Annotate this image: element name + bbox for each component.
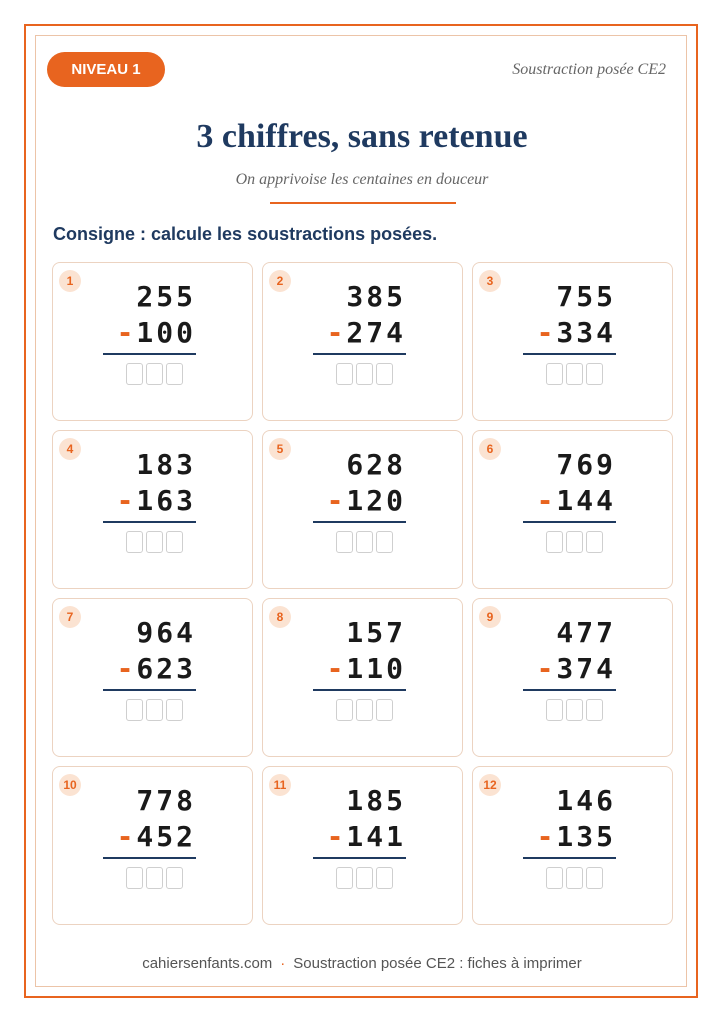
title-underline [270,202,456,204]
answer-digit-box[interactable] [146,363,163,385]
instruction: Consigne : calcule les soustractions posées. [53,224,438,244]
answer-digit-box[interactable] [566,699,583,721]
exercise-card [52,430,253,589]
exercise-card [52,262,253,421]
subtrahend: 100 [136,316,196,349]
subtrahend: 274 [346,316,406,349]
subtrahend: 120 [346,484,406,517]
result-line [313,521,406,523]
footer [0,955,724,972]
answer-digit-box[interactable] [336,699,353,721]
minuend: 477 [556,616,616,649]
minuend: 964 [136,616,196,649]
subtrahend-row [524,483,616,519]
answer-digit-box[interactable] [546,363,563,385]
minus-sign: - [536,652,557,685]
minus-sign: - [326,316,347,349]
minus-sign: - [116,820,137,853]
minus-sign: - [536,484,557,517]
subtrahend-row [104,315,196,351]
answer-digit-box[interactable] [376,531,393,553]
minus-sign: - [116,316,137,349]
result-line [103,521,196,523]
subtraction [524,279,616,351]
subtrahend: 141 [346,820,406,853]
answer-boxes [336,867,393,889]
answer-boxes [126,531,183,553]
result-line [313,857,406,859]
subtraction [524,783,616,855]
subtraction [314,447,406,519]
answer-digit-box[interactable] [126,867,143,889]
exercise-card [262,262,463,421]
result-line [103,857,196,859]
result-line [523,689,616,691]
minuend: 778 [136,784,196,817]
result-line [103,689,196,691]
minus-sign: - [536,316,557,349]
subtrahend: 452 [136,820,196,853]
subtraction [104,447,196,519]
subtrahend-row [314,483,406,519]
subtrahend: 374 [556,652,616,685]
minus-sign: - [326,484,347,517]
answer-digit-box[interactable] [146,531,163,553]
exercise-grid [52,262,673,926]
answer-digit-box[interactable] [376,699,393,721]
answer-digit-box[interactable] [166,531,183,553]
result-line [523,857,616,859]
minus-sign: - [116,652,137,685]
exercise-number: 7 [59,606,81,628]
result-line [103,353,196,355]
answer-digit-box[interactable] [356,531,373,553]
exercise-number: 4 [59,438,81,460]
exercise-number: 12 [479,774,501,796]
subtrahend: 623 [136,652,196,685]
answer-boxes [546,531,603,553]
answer-digit-box[interactable] [126,363,143,385]
minuend: 769 [556,448,616,481]
answer-digit-box[interactable] [546,699,563,721]
minuend: 185 [346,784,406,817]
subtraction [314,783,406,855]
subtraction [104,783,196,855]
answer-digit-box[interactable] [146,699,163,721]
answer-digit-box[interactable] [586,867,603,889]
subtrahend-row [314,819,406,855]
answer-digit-box[interactable] [336,867,353,889]
exercise-card [472,430,673,589]
exercise-card [472,598,673,757]
subtrahend-row [524,819,616,855]
answer-boxes [336,699,393,721]
minuend: 385 [346,280,406,313]
minus-sign: - [326,820,347,853]
subtrahend-row [314,651,406,687]
answer-digit-box[interactable] [566,867,583,889]
answer-digit-box[interactable] [376,867,393,889]
result-line [313,689,406,691]
subtrahend: 110 [346,652,406,685]
exercise-card [262,766,463,925]
subtraction [314,615,406,687]
answer-digit-box[interactable] [126,531,143,553]
subtrahend: 135 [556,820,616,853]
answer-boxes [126,867,183,889]
page-subtitle: On apprivoise les centaines en douceur [235,171,489,188]
answer-boxes [126,699,183,721]
minuend: 157 [346,616,406,649]
subtrahend-row [104,483,196,519]
subtraction [314,279,406,351]
subtrahend-row [314,315,406,351]
answer-boxes [336,363,393,385]
subtrahend: 163 [136,484,196,517]
answer-boxes [336,531,393,553]
answer-digit-box[interactable] [546,867,563,889]
answer-digit-box[interactable] [336,363,353,385]
exercise-card [262,430,463,589]
answer-digit-box[interactable] [586,699,603,721]
answer-digit-box[interactable] [166,363,183,385]
answer-digit-box[interactable] [336,531,353,553]
answer-digit-box[interactable] [356,363,373,385]
subtraction [524,615,616,687]
answer-digit-box[interactable] [166,867,183,889]
answer-digit-box[interactable] [586,363,603,385]
answer-digit-box[interactable] [566,363,583,385]
footer-site: cahiersenfants.com [142,955,273,972]
minuend: 255 [136,280,196,313]
subtrahend-row [524,315,616,351]
exercise-card [52,598,253,757]
answer-boxes [546,867,603,889]
exercise-number: 3 [479,270,501,292]
subtrahend-row [104,651,196,687]
result-line [523,353,616,355]
exercise-number: 1 [59,270,81,292]
footer-separator: · [280,955,286,972]
minuend: 146 [556,784,616,817]
minuend: 183 [136,448,196,481]
topic-label: Soustraction posée CE2 [512,61,666,78]
exercise-card [472,766,673,925]
exercise-card [472,262,673,421]
answer-boxes [546,699,603,721]
minus-sign: - [536,820,557,853]
subtraction [524,447,616,519]
answer-digit-box[interactable] [126,699,143,721]
answer-digit-box[interactable] [356,867,373,889]
answer-boxes [126,363,183,385]
exercise-card [52,766,253,925]
answer-digit-box[interactable] [376,363,393,385]
subtrahend: 144 [556,484,616,517]
answer-digit-box[interactable] [546,531,563,553]
result-line [523,521,616,523]
exercise-number: 2 [269,270,291,292]
exercise-number: 10 [59,774,81,796]
exercise-number: 6 [479,438,501,460]
subtrahend-row [104,819,196,855]
result-line [313,353,406,355]
minus-sign: - [116,484,137,517]
answer-digit-box[interactable] [356,699,373,721]
subtraction [104,615,196,687]
subtrahend-row [524,651,616,687]
exercise-card [262,598,463,757]
minuend: 755 [556,280,616,313]
answer-digit-box[interactable] [586,531,603,553]
answer-digit-box[interactable] [146,867,163,889]
answer-boxes [546,363,603,385]
exercise-number: 11 [269,774,291,796]
exercise-number: 8 [269,606,291,628]
subtraction [104,279,196,351]
page-title: 3 chiffres, sans retenue [196,118,528,155]
answer-digit-box[interactable] [566,531,583,553]
exercise-number: 9 [479,606,501,628]
subtrahend: 334 [556,316,616,349]
minuend: 628 [346,448,406,481]
level-badge: NIVEAU 1 [47,52,165,87]
footer-text: Soustraction posée CE2 : fiches à imprimer [293,955,582,972]
answer-digit-box[interactable] [166,699,183,721]
minus-sign: - [326,652,347,685]
exercise-number: 5 [269,438,291,460]
